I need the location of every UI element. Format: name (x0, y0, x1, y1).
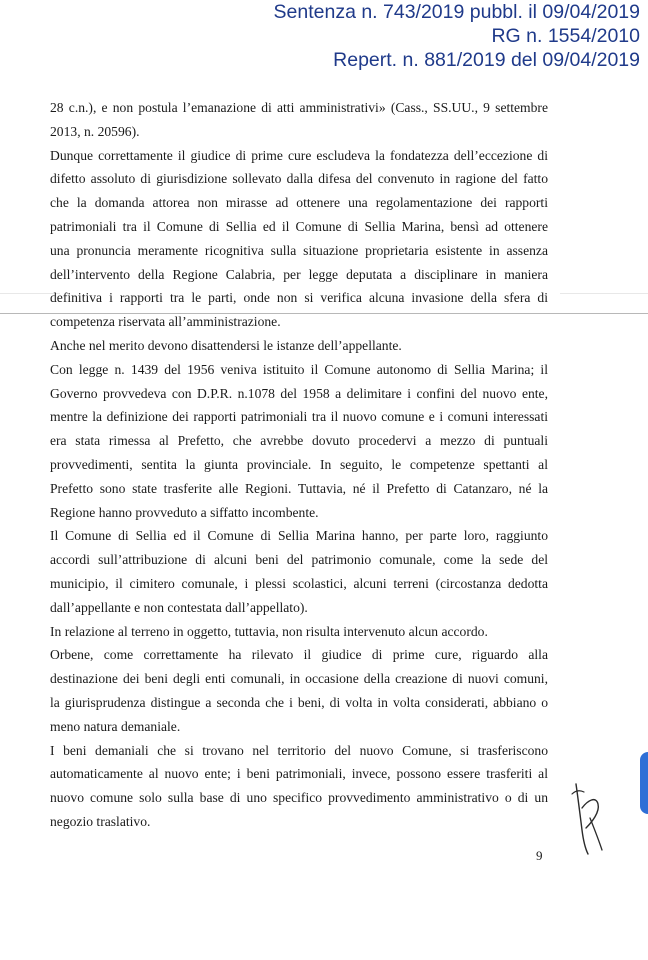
text-line: municipio, il cimitero comunale, i plessi scolastici, alcuni terreni (circostanza dedotta (50, 575, 548, 591)
text-line: Governo provvedeva con D.P.R. n.1078 del 1958 a delimitare i confini del nuovo ente, (50, 385, 548, 401)
text-line: competenza riservata all’amministrazione. (50, 314, 281, 330)
repertorio-number: Repert. n. 881/2019 del 09/04/2019 (333, 49, 640, 71)
text-line: dell’intervento della Regione Calabria, per legge deputata a disciplinare in maniera (50, 266, 548, 282)
text-line: Regione hanno provveduto a siffatto incombente. (50, 504, 319, 520)
text-line: Prefetto sono state trasferite alle Regioni. Tuttavia, né il Prefetto di Catanzaro, né la (50, 480, 548, 496)
text-line: mentre la definizione dei rapporti patrimoniali tra il nuovo comune e i comuni interessati (50, 409, 548, 425)
text-line: definitiva i rapporti tra le parti, onde non si verifica alcuna invasione della sfera di (50, 290, 548, 306)
text-line: era stata rimessa al Prefetto, che avrebbe dovuto procedervi a mezzo di puntuali (50, 433, 548, 449)
scan-edge-artifact (640, 752, 648, 814)
text-line: In relazione al terreno in oggetto, tuttavia, non risulta intervenuto alcun accordo. (50, 623, 488, 639)
page-number: 9 (536, 848, 543, 863)
text-line: Con legge n. 1439 del 1956 veniva istituito il Comune autonomo di Sellia Marina; il (50, 361, 548, 377)
text-line: che la domanda attorea non mirasse ad ottenere una regolamentazione dei rapporti (50, 195, 548, 211)
text-line: la giurisprudenza distingue a seconda che i beni, di volta in volta considerati, abbiano o (50, 694, 548, 710)
text-line: accordi sull’attribuzione di alcuni beni del patrimonio comunale, come la sede del (50, 552, 548, 568)
text-line: Orbene, come correttamente ha rilevato il giudice di prime cure, riguardo alla (50, 647, 548, 663)
text-line: negozio traslativo. (50, 813, 151, 829)
text-line: difetto assoluto di giurisdizione sollevato dalla difesa del convenuto in ragione del fatto (50, 171, 548, 187)
text-line: automaticamente al nuovo ente; i beni patrimoniali, invece, possono essere trasferiti al (50, 766, 548, 782)
text-line: Anche nel merito devono disattendersi le istanze dell’appellante. (50, 337, 402, 353)
text-line: 2013, n. 20596). (50, 123, 140, 139)
text-line: Dunque correttamente il giudice di prime cure escludeva la fondatezza dell’eccezione di (50, 147, 548, 163)
text-line: 28 c.n.), e non postula l’emanazione di atti amministrativi» (Cass., SS.UU., 9 settembre (50, 100, 548, 115)
text-line: destinazione dei beni degli enti comunali, in occasione della creazione di nuovi comuni, (50, 671, 548, 687)
text-line: I beni demaniali che si trovano nel territorio del nuovo Comune, si trasferiscono (50, 742, 548, 758)
handwritten-signature (568, 778, 608, 858)
sentence-number: Sentenza n. 743/2019 pubbl. il 09/04/2019 (273, 1, 640, 23)
rg-number: RG n. 1554/2010 (491, 25, 640, 47)
text-line: meno natura demaniale. (50, 718, 181, 734)
document-header (274, 0, 640, 72)
text-line: dall’appellante e non contestata dall’appellato). (50, 599, 308, 615)
text-line: patrimoniali tra il Comune di Sellia ed il Comune di Sellia Marina, bensì ad ottenere (50, 218, 548, 234)
text-line: nuovo comune solo sulla base di uno specifico provvedimento amministrativo o di un (50, 790, 548, 806)
text-line: provvedimenti, sentita la giunta provinciale. In seguito, le competenze spettanti al (50, 456, 548, 472)
scan-fold-line-right (560, 293, 648, 294)
text-line: Il Comune di Sellia ed il Comune di Sellia Marina hanno, per parte loro, raggiunto (50, 528, 548, 544)
document-body (50, 96, 548, 834)
text-line: una pronuncia meramente ricognitiva sulla situazione proprietaria esistente in assenza (50, 242, 548, 258)
